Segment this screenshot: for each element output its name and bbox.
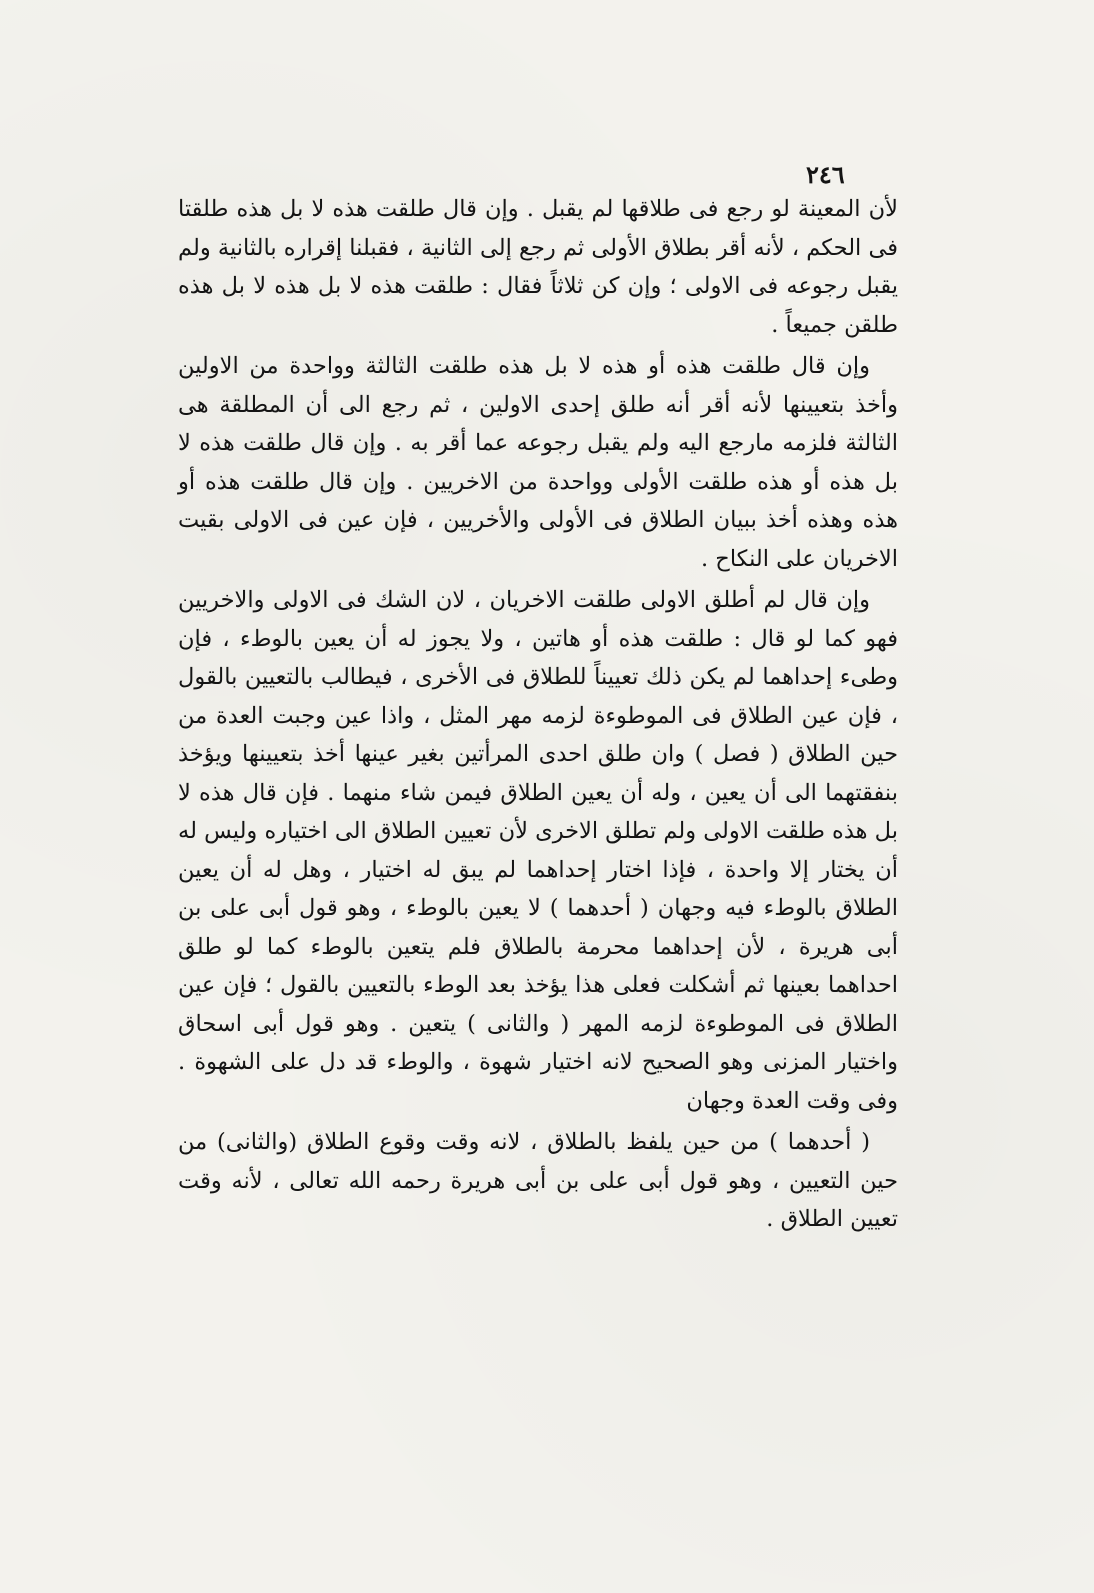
body-text [178, 190, 898, 1239]
page-number: ٢٤٦ [806, 160, 845, 189]
paragraph-3: وإن قال لم أطلق الاولى طلقت الاخريان ، لان الشك فى الاولى والاخريين فهو كما لو قال : طلقت هذه أو هاتين ، ولا يجوز له أن يعين بالوطء ، فإن وطىء إحداهما لم يكن ذلك تعييناً للطلاق فى الأخرى ، فيطالب بالتعيين بالقول ، فإن عين الطلاق فى الموطوءة لزمه مهر المثل ، واذا عين وجبت العدة من حين الطلاق ( فصل ) وان طلق احدى المرأتين بغير عينها أخذ بتعيينها ويؤخذ بنفقتهما الى أن يعين ، وله أن يعين الطلاق فيمن شاء منهما . فإن قال هذه لا بل هذه طلقت الاولى ولم تطلق الاخرى لأن تعيين الطلاق الى اختياره وليس له أن يختار إلا واحدة ، فإذا اختار إحداهما لم يبق له اختيار ، وهل له أن يعين الطلاق بالوطء فيه وجهان ( أحدهما ) لا يعين بالوطء ، وهو قول أبى على بن أبى هريرة ، لأن إحداهما محرمة بالطلاق فلم يتعين بالوطء كما لو طلق احداهما بعينها ثم أشكلت فعلى هذا يؤخذ بعد الوطء بالتعيين بالقول ؛ فإن عين الطلاق فى الموطوءة لزمه المهر ( والثانى ) يتعين . وهو قول أبى اسحاق واختيار المزنى وهو الصحيح لانه اختيار شهوة ، والوطء قد دل على الشهوة . وفى وقت العدة وجهان [178, 587, 898, 1114]
paragraph-4: ( أحدهما ) من حين يلفظ بالطلاق ، لانه وقت وقوع الطلاق (والثانى) من حين التعيين ، وهو قول أبى على بن أبى هريرة رحمه الله تعالى ، لأنه وقت تعيين الطلاق . [178, 1129, 898, 1232]
paragraph-1: لأن المعينة لو رجع فى طلاقها لم يقبل . وإن قال طلقت هذه لا بل هذه طلقتا فى الحكم ، لأنه أقر بطلاق الأولى ثم رجع إلى الثانية ، فقبلنا إقراره بالثانية ولم يقبل رجوعه فى الاولى ؛ وإن كن ثلاثاً فقال : طلقت هذه لا بل هذه لا بل هذه طلقن جميعاً . [178, 196, 898, 338]
paragraph-2: وإن قال طلقت هذه أو هذه لا بل هذه طلقت الثالثة وواحدة من الاولين وأخذ بتعيينها لأنه أقر أنه طلق إحدى الاولين ، ثم رجع الى أن المطلقة هى الثالثة فلزمه مارجع اليه ولم يقبل رجوعه عما أقر به . وإن قال طلقت هذه لا بل هذه أو هذه طلقت الأولى وواحدة من الاخريين . وإن قال طلقت هذه أو هذه وهذه أخذ ببيان الطلاق فى الأولى والأخريين ، فإن عين فى الاولى بقيت الاخريان على النكاح . [178, 353, 898, 572]
